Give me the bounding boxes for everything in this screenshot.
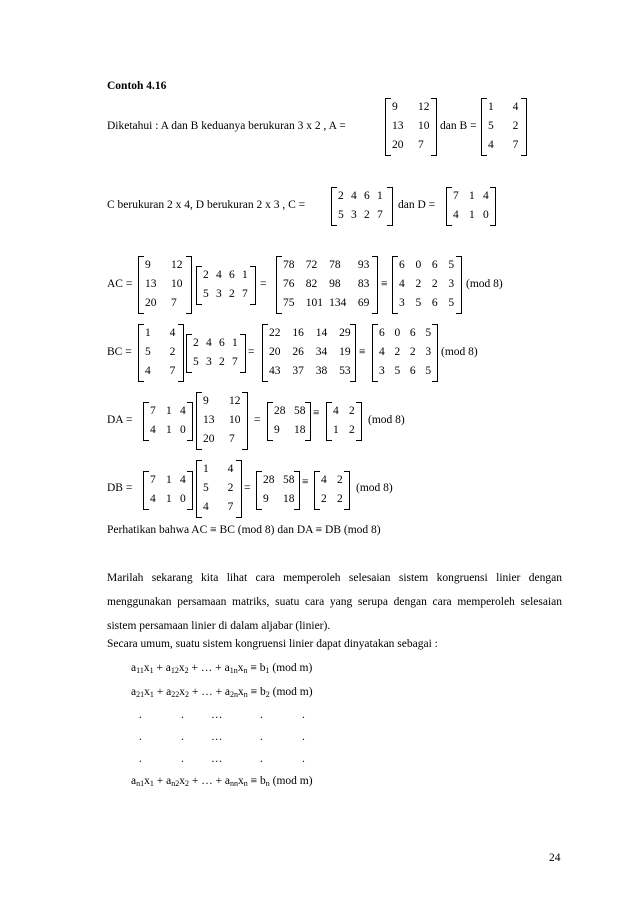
matrix-cell: 7	[150, 474, 156, 486]
matrix-cell: 82	[305, 278, 318, 290]
matrix-d	[143, 471, 193, 510]
matrix-cell: 2	[227, 482, 234, 494]
matrix-c	[331, 187, 393, 226]
matrix-cell: 2	[431, 278, 438, 290]
matrix-cell: 75	[283, 297, 295, 309]
matrix-cell: 2	[337, 493, 343, 505]
matrix-cell: 29	[339, 327, 351, 339]
matrix-cell: 101	[305, 297, 323, 309]
matrix-cell: 2	[349, 405, 355, 417]
matrix-cell: 0	[394, 327, 401, 339]
matrix-cell: 4	[351, 190, 357, 202]
matrix-cell: 10	[229, 414, 241, 426]
matrix-cell: 43	[269, 365, 281, 377]
general-form-intro: Secara umum, suatu sistem kongruensi linier dapat dinyatakan sebagai :	[107, 638, 438, 650]
matrix-cell: 0	[180, 424, 186, 436]
matrix-cell: 6	[399, 259, 405, 271]
matrix-cell: 2	[512, 120, 519, 132]
matrix-cell: 7	[227, 501, 234, 513]
matrix-cell: 7	[232, 356, 238, 368]
matrix-cell: 1	[166, 405, 172, 417]
system-equation-2: $a_{21}x_1 + a_{22}x_2$ + … + $a_{2n}x_n \equiv b_2$ (mod m)	[131, 686, 313, 699]
mod-8-label: (mod 8)	[368, 414, 405, 426]
matrix-db-mod	[314, 471, 350, 510]
intro-paragraph: Marilah sekarang kita lihat cara memperoleh selesaian sistem kongruensi linier dengan menggunakan persamaan matriks, suatu cara yang serupa dengan cara memperoleh selesaian sistem persamaan linier di dalam aljabar (linier).	[107, 572, 562, 632]
matrix-cell: 4	[145, 365, 151, 377]
matrix-cell: 2	[364, 209, 370, 221]
db-label: DB =	[107, 482, 133, 494]
matrix-cell: 5	[394, 365, 401, 377]
matrix-cell: 5	[448, 297, 455, 309]
matrix-cell: 7	[377, 209, 383, 221]
system-equation-1: $a_{11}x_1 + a_{12}x_2$ + … + $a_{1n}x_n \equiv b_1$ (mod m)	[131, 662, 313, 675]
matrix-cell: 4	[206, 337, 212, 349]
mod-8-label: (mod 8)	[441, 346, 478, 358]
matrix-cell: 1	[145, 327, 151, 339]
example-heading: Contoh 4.16	[107, 80, 167, 92]
matrix-cell: 5	[203, 288, 209, 300]
matrix-da-mod	[326, 402, 362, 441]
matrix-bc	[262, 324, 356, 382]
matrix-da	[267, 402, 311, 441]
matrix-cell: 76	[283, 278, 295, 290]
matrix-cell: 4	[379, 346, 385, 358]
matrix-cell: 38	[315, 365, 328, 377]
page-number: 24	[549, 852, 561, 864]
matrix-a	[196, 392, 248, 450]
matrix-b	[481, 98, 527, 156]
matrix-cell: 7	[150, 405, 156, 417]
matrix-cell: 3	[206, 356, 212, 368]
matrix-cell: 83	[357, 278, 370, 290]
matrix-cell: 6	[229, 269, 235, 281]
matrix-cell: 10	[171, 278, 183, 290]
matrix-cell: 3	[351, 209, 357, 221]
matrix-cell: 58	[294, 405, 306, 417]
matrix-cell: 134	[329, 297, 347, 309]
matrix-cell: 4	[483, 190, 489, 202]
matrix-cell: 1	[469, 190, 475, 202]
mod-8-label: (mod 8)	[356, 482, 393, 494]
matrix-cell: 1	[242, 269, 248, 281]
equiv-sign: ≡	[381, 278, 388, 290]
matrix-cell: 20	[145, 297, 157, 309]
matrix-cell: 7	[171, 297, 177, 309]
matrix-cell: 10	[418, 120, 430, 132]
matrix-cell: 2	[169, 346, 176, 358]
matrix-db	[256, 471, 300, 510]
matrix-c	[186, 334, 246, 373]
and-b-text: dan B =	[440, 120, 477, 132]
equiv-sign: ≡	[302, 476, 309, 488]
equals-sign: =	[248, 346, 255, 358]
matrix-cell: 2	[229, 288, 235, 300]
matrix-cell: 4	[180, 405, 186, 417]
matrix-cell: 5	[193, 356, 199, 368]
matrix-cell: 3	[425, 346, 432, 358]
matrix-cell: 69	[357, 297, 370, 309]
matrix-cell: 53	[339, 365, 351, 377]
matrix-cell: 5	[145, 346, 151, 358]
matrix-cell: 12	[418, 101, 430, 113]
mod-8-label: (mod 8)	[466, 278, 503, 290]
matrix-cell: 5	[415, 297, 422, 309]
matrix-cell: 6	[379, 327, 385, 339]
matrix-cell: 16	[292, 327, 304, 339]
matrix-cell: 13	[145, 278, 157, 290]
matrix-cell: 6	[219, 337, 225, 349]
matrix-cell: 12	[229, 395, 241, 407]
matrix-cell: 26	[292, 346, 304, 358]
matrix-cell: 2	[219, 356, 225, 368]
matrix-cell: 1	[377, 190, 383, 202]
matrix-cell: 13	[392, 120, 404, 132]
matrix-cell: 2	[394, 346, 401, 358]
matrix-cell: 4	[227, 463, 234, 475]
matrix-cell: 7	[242, 288, 248, 300]
matrix-cell: 14	[315, 327, 328, 339]
matrix-cell: 5	[425, 365, 432, 377]
matrix-cell: 2	[415, 278, 422, 290]
matrix-cell: 1	[333, 424, 339, 436]
matrix-cell: 5	[488, 120, 494, 132]
matrix-b	[196, 460, 242, 518]
equals-sign: =	[244, 482, 251, 494]
matrix-cell: 9	[274, 424, 280, 436]
matrix-cell: 2	[337, 474, 343, 486]
matrix-cell: 1	[166, 424, 172, 436]
matrix-cell: 4	[216, 269, 222, 281]
matrix-cell: 6	[431, 259, 438, 271]
matrix-ac	[276, 256, 378, 314]
matrix-cell: 2	[193, 337, 199, 349]
matrix-cell: 5	[203, 482, 209, 494]
matrix-cell: 1	[203, 463, 209, 475]
matrix-a	[385, 98, 437, 156]
matrix-cell: 2	[409, 346, 416, 358]
matrix-c	[196, 266, 256, 305]
matrix-cell: 2	[338, 190, 344, 202]
matrix-cell: 3	[448, 278, 455, 290]
matrix-cell: 13	[203, 414, 215, 426]
matrix-cell: 2	[349, 424, 355, 436]
matrix-cell: 4	[453, 209, 459, 221]
matrix-d	[446, 187, 496, 226]
matrix-cell: 1	[166, 493, 172, 505]
matrix-cell: 20	[269, 346, 281, 358]
matrix-cell: 37	[292, 365, 304, 377]
given-cd-text: C berukuran 2 x 4, D berukuran 2 x 3 , C =	[107, 199, 306, 211]
matrix-cell: 5	[425, 327, 432, 339]
matrix-cell: 4	[512, 101, 519, 113]
congruence-note: Perhatikan bahwa AC ≡ BC (mod 8) dan DA ≡ DB (mod 8)	[107, 524, 381, 536]
matrix-cell: 4	[488, 139, 494, 151]
matrix-cell: 4	[150, 424, 156, 436]
matrix-cell: 0	[180, 493, 186, 505]
matrix-cell: 9	[203, 395, 209, 407]
matrix-cell: 6	[431, 297, 438, 309]
matrix-cell: 7	[512, 139, 519, 151]
matrix-cell: 3	[399, 297, 405, 309]
matrix-cell: 98	[329, 278, 341, 290]
matrix-cell: 5	[448, 259, 455, 271]
bc-label: BC =	[107, 346, 132, 358]
matrix-cell: 0	[483, 209, 489, 221]
matrix-cell: 4	[169, 327, 176, 339]
matrix-cell: 7	[453, 190, 459, 202]
matrix-cell: 6	[409, 327, 416, 339]
matrix-cell: 1	[166, 474, 172, 486]
matrix-cell: 4	[180, 474, 186, 486]
matrix-cell: 19	[339, 346, 351, 358]
equiv-sign: ≡	[359, 346, 366, 358]
matrix-cell: 7	[229, 433, 235, 445]
equals-sign: =	[260, 278, 267, 290]
matrix-cell: 4	[399, 278, 405, 290]
da-label: DA =	[107, 414, 133, 426]
matrix-cell: 9	[392, 101, 398, 113]
matrix-cell: 4	[150, 493, 156, 505]
matrix-cell: 28	[274, 405, 286, 417]
and-d-text: dan D =	[398, 199, 436, 211]
matrix-cell: 4	[321, 474, 327, 486]
matrix-cell: 22	[269, 327, 281, 339]
matrix-cell: 78	[283, 259, 295, 271]
matrix-d	[143, 402, 193, 441]
matrix-cell: 58	[283, 474, 295, 486]
matrix-b	[138, 324, 184, 382]
equiv-sign: ≡	[313, 407, 320, 419]
ac-label: AC =	[107, 278, 133, 290]
matrix-cell: 1	[232, 337, 238, 349]
matrix-cell: 1	[469, 209, 475, 221]
matrix-cell: 4	[203, 501, 209, 513]
matrix-cell: 9	[263, 493, 269, 505]
matrix-a	[138, 256, 192, 314]
matrix-cell: 3	[379, 365, 385, 377]
matrix-cell: 12	[171, 259, 183, 271]
matrix-cell: 2	[321, 493, 327, 505]
system-equation-n: $a_{n1}x_1 + a_{n2}x_2$ + … + $a_{nn}x_n \equiv b_n$ (mod m)	[131, 775, 313, 788]
matrix-cell: 1	[488, 101, 494, 113]
matrix-cell: 72	[305, 259, 318, 271]
matrix-cell: 3	[216, 288, 222, 300]
matrix-cell: 18	[294, 424, 306, 436]
matrix-cell: 18	[283, 493, 295, 505]
equals-sign: =	[254, 414, 261, 426]
matrix-cell: 6	[409, 365, 416, 377]
matrix-bc-mod	[372, 324, 438, 382]
matrix-cell: 20	[392, 139, 404, 151]
matrix-cell: 6	[364, 190, 370, 202]
matrix-ac-mod	[392, 256, 462, 314]
matrix-cell: 93	[357, 259, 370, 271]
matrix-cell: 2	[203, 269, 209, 281]
matrix-cell: 28	[263, 474, 275, 486]
matrix-cell: 7	[418, 139, 424, 151]
matrix-cell: 9	[145, 259, 151, 271]
matrix-cell: 78	[329, 259, 341, 271]
matrix-cell: 7	[169, 365, 176, 377]
matrix-cell: 5	[338, 209, 344, 221]
given-ab-text: Diketahui : A dan B keduanya berukuran 3 x 2 , A =	[107, 120, 346, 132]
matrix-cell: 20	[203, 433, 215, 445]
matrix-cell: 34	[315, 346, 328, 358]
matrix-cell: 0	[415, 259, 422, 271]
matrix-cell: 4	[333, 405, 339, 417]
